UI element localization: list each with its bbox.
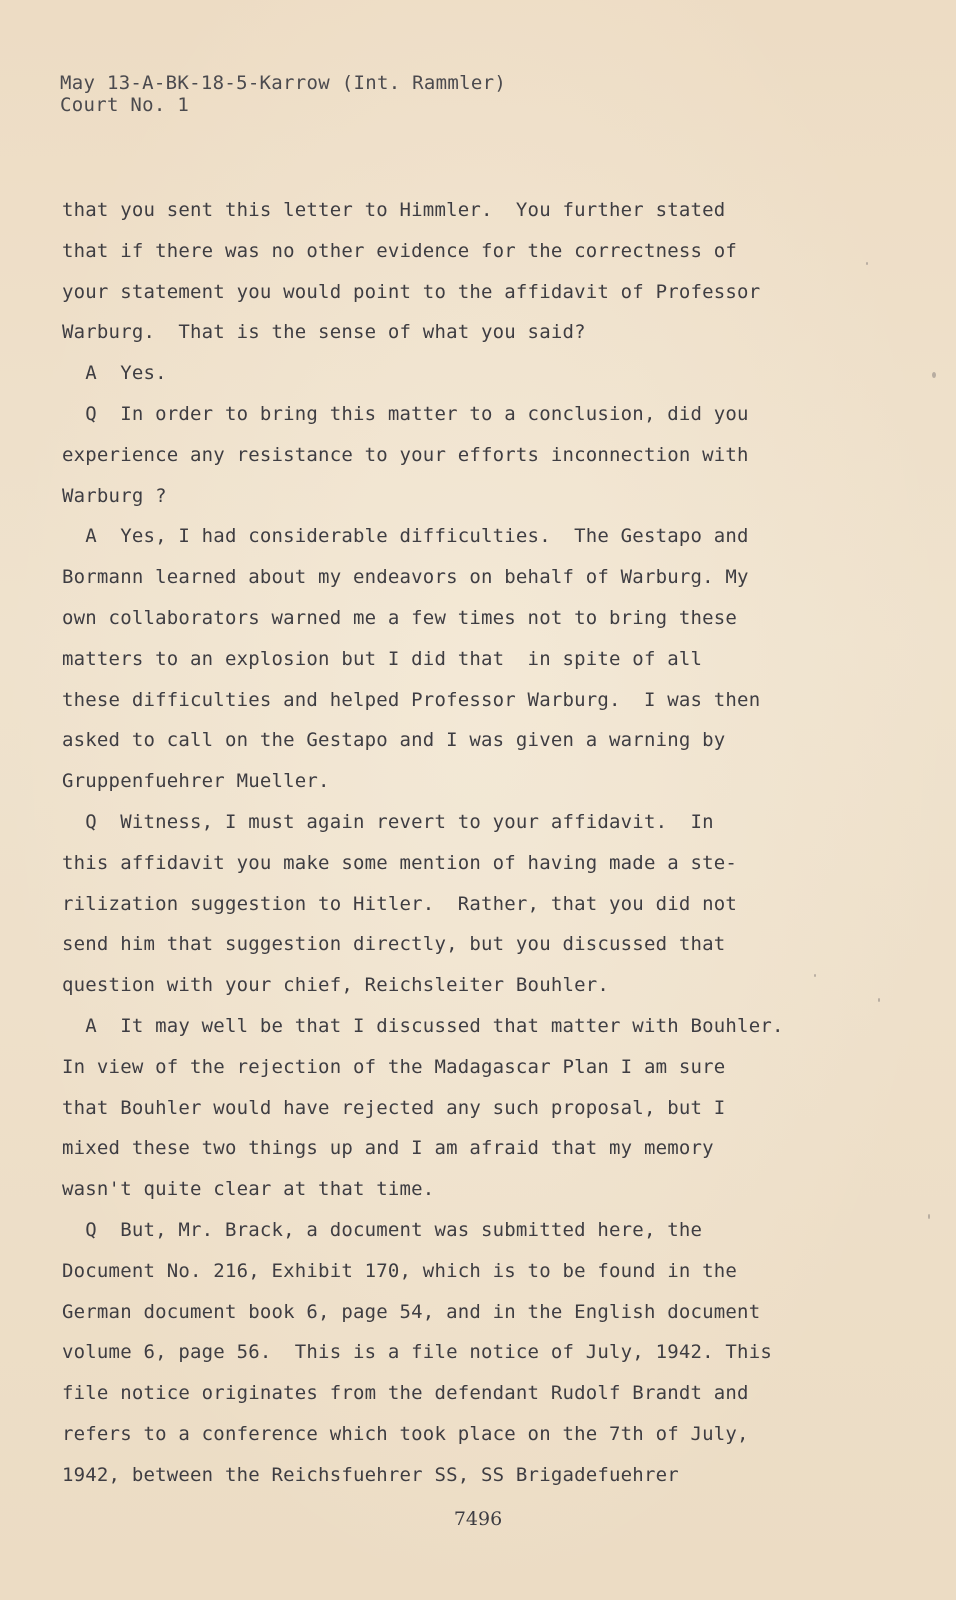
transcript-line: that Bouhler would have rejected any such proposal, but I: [62, 1096, 726, 1119]
transcript-line: 1942, between the Reichsfuehrer SS, SS Brigadefuehrer: [62, 1463, 679, 1486]
transcript-line: In view of the rejection of the Madagascar Plan I am sure: [62, 1055, 726, 1078]
transcript-line: German document book 6, page 54, and in the English document: [62, 1300, 761, 1323]
transcript-line: Warburg ?: [62, 484, 167, 507]
header-case-line: May 13-A-BK-18-5-Karrow (Int. Rammler): [60, 72, 507, 94]
transcript-line: send him that suggestion directly, but you discussed that: [62, 933, 726, 956]
transcript-line: that you sent this letter to Himmler. You further stated: [62, 199, 726, 221]
transcript-line: refers to a conference which took place on the 7th of July,: [62, 1422, 749, 1445]
transcript-line: A It may well be that I discussed that matter with Bouhler.: [62, 1014, 784, 1037]
transcript-line: rilization suggestion to Hitler. Rather, that you did not: [62, 892, 738, 915]
transcript-line: your statement you would point to the affidavit of Professor: [62, 280, 761, 303]
transcript-line: matters to an explosion but I did that in spite of all: [62, 647, 703, 670]
transcript-line: Q Witness, I must again revert to your affidavit. In: [62, 810, 714, 833]
transcript-line: Q But, Mr. Brack, a document was submitted here, the: [62, 1218, 703, 1241]
transcript-line: that if there was no other evidence for the correctness of: [62, 239, 738, 262]
transcript-line: Warburg. That is the sense of what you said?: [62, 321, 586, 344]
transcript-line: this affidavit you make some mention of having made a ste-: [62, 851, 738, 874]
transcript-line: Bormann learned about my endeavors on behalf of Warburg. My: [62, 566, 749, 589]
transcript-line: Gruppenfuehrer Mueller.: [62, 770, 330, 793]
transcript-line: question with your chief, Reichsleiter Bouhler.: [62, 974, 610, 997]
transcript-line: own collaborators warned me a few times not to bring these: [62, 606, 738, 629]
transcript-line: these difficulties and helped Professor Warburg. I was then: [62, 688, 761, 711]
header-court-line: Court No. 1: [60, 94, 190, 116]
transcript-line: Q In order to bring this matter to a conclusion, did you: [62, 402, 749, 425]
paper-speck: [814, 974, 816, 977]
paper-speck: [928, 1214, 930, 1219]
transcript-line: A Yes, I had considerable difficulties. The Gestapo and: [62, 525, 749, 548]
transcript-line: wasn't quite clear at that time.: [62, 1178, 435, 1201]
transcript-line: volume 6, page 56. This is a file notice of July, 1942. This: [62, 1341, 772, 1364]
page-number: 7496: [453, 1508, 503, 1530]
transcript-body: [62, 190, 832, 1496]
paper-speck: [878, 998, 880, 1002]
transcript-line: A Yes.: [62, 362, 167, 385]
paper-speck: [866, 262, 868, 265]
transcript-line: Document No. 216, Exhibit 170, which is to be found in the: [62, 1259, 738, 1282]
transcript-line: file notice originates from the defendant Rudolf Brandt and: [62, 1382, 749, 1405]
transcript-line: mixed these two things up and I am afraid that my memory: [62, 1137, 714, 1160]
paper-speck: [932, 372, 936, 378]
transcript-line: experience any resistance to your efforts inconnection with: [62, 443, 749, 466]
document-header: [60, 72, 506, 116]
transcript-line: asked to call on the Gestapo and I was given a warning by: [62, 729, 726, 752]
